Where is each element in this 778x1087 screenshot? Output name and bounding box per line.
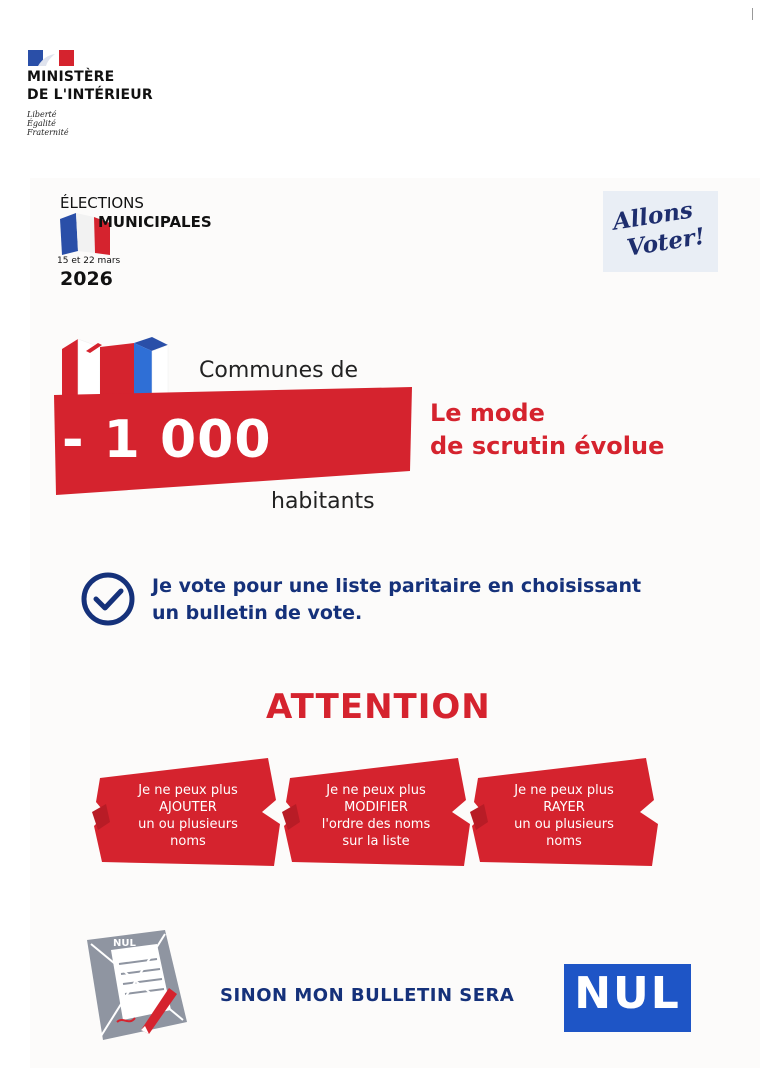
rule-2-line-4: sur la liste	[342, 834, 410, 849]
allons-voter-line1: Allons	[611, 196, 695, 236]
rule-ajouter	[100, 782, 276, 850]
communes-prefix: Communes de	[199, 358, 359, 383]
nul-highlight-text: NUL	[574, 968, 681, 1019]
election-label-line2: MUNICIPALES	[98, 213, 212, 231]
allons-voter-line2: Voter!	[625, 222, 707, 262]
election-year: 2026	[60, 268, 113, 290]
mode-scrutin-line1: Le mode	[430, 399, 545, 427]
vote-statement-line1: Je vote pour une liste paritaire en choisissant	[152, 575, 642, 597]
rule-1-line-4: noms	[170, 834, 206, 849]
rule-modifier	[288, 782, 464, 850]
allons-voter-logo	[603, 191, 718, 272]
rule-1-line-3: un ou plusieurs	[138, 817, 238, 832]
attention-heading: ATTENTION	[266, 687, 491, 727]
ministry-name-line1: MINISTÈRE	[27, 69, 115, 85]
rule-3-line-4: noms	[546, 834, 582, 849]
population-threshold: - 1 000	[62, 410, 272, 470]
rule-1-line-2: AJOUTER	[159, 800, 217, 815]
scan-corner-mark	[752, 8, 753, 20]
check-circle-icon	[80, 571, 136, 627]
rule-2-line-3: l'ordre des noms	[321, 817, 431, 832]
motto-liberte: Liberté	[27, 110, 57, 119]
communes-suffix: habitants	[271, 489, 375, 514]
republique-flag-icon	[28, 50, 74, 66]
ministry-name-line2: DE L'INTÉRIEUR	[27, 87, 153, 103]
rule-3-line-2: RAYER	[543, 800, 585, 815]
rule-2-line-2: MODIFIER	[344, 800, 408, 815]
election-dates: 15 et 22 mars	[57, 256, 121, 266]
motto-fraternite: Fraternité	[27, 128, 69, 137]
election-label-line1: ÉLECTIONS	[60, 194, 144, 212]
crossed-ballot-icon	[83, 930, 203, 1042]
vote-statement-line2: un bulletin de vote.	[152, 602, 363, 624]
motto-egalite: Égalité	[27, 119, 56, 128]
rule-1-line-1: Je ne peux plus	[138, 783, 238, 798]
warning-text: SINON MON BULLETIN SERA	[220, 985, 515, 1006]
rule-2-line-1: Je ne peux plus	[326, 783, 426, 798]
ballot-label: NUL	[113, 938, 136, 949]
rule-3-line-3: un ou plusieurs	[514, 817, 614, 832]
mode-scrutin-line2: de scrutin évolue	[430, 432, 665, 460]
rule-rayer	[476, 782, 652, 850]
rule-3-line-1: Je ne peux plus	[514, 783, 614, 798]
